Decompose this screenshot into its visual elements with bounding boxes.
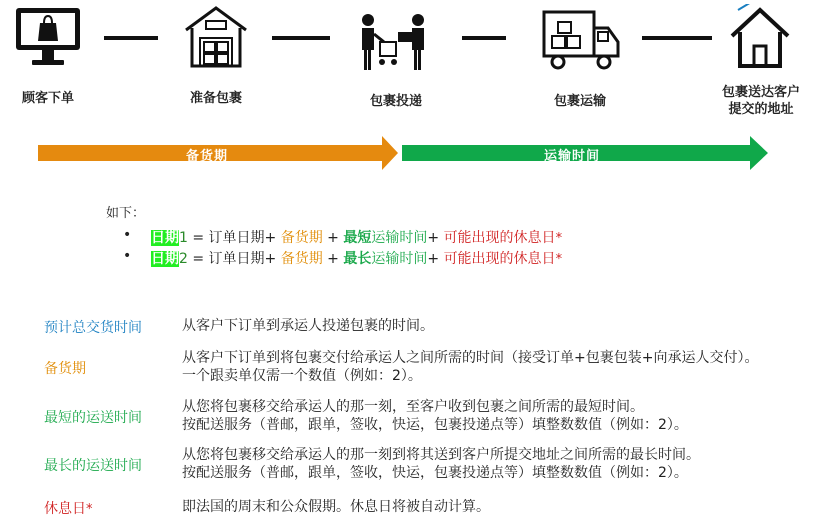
def-prep-text: [182, 349, 758, 385]
package-handover-icon: [352, 12, 434, 72]
formula-2-prep: 备货期: [280, 251, 323, 267]
formula-1-bold: 最短: [343, 230, 372, 246]
step-delivered-label: [706, 84, 816, 118]
step-delivered-label-line1: 包裹送达客户: [721, 85, 800, 100]
step-handover: [352, 12, 434, 72]
formula-2-bullet: •: [123, 248, 132, 264]
formula-1-term: 日期: [151, 230, 179, 246]
def-holiday-term: [44, 498, 93, 518]
def-min-transit-text: [182, 398, 688, 434]
def-holiday-text: [182, 498, 490, 516]
prep-time-label: 备货期: [186, 149, 229, 164]
def-total-time-term: 预计总交货时间: [44, 320, 142, 336]
def-prep-line2: 一个跟卖单仅需一个数值（例如：2）。: [182, 368, 422, 384]
intro-text: 如下：: [106, 206, 146, 221]
formula-1-bullet: •: [123, 227, 132, 243]
formula-2-holiday: 可能出现的休息日: [443, 251, 556, 267]
timeline-arrows: [0, 134, 837, 174]
formula-2-plus1: +: [322, 251, 344, 267]
def-max-transit-line1: 从您将包裹移交给承运人的那一刻到将其送到客户所提交地址之间所需的最长时间。: [182, 447, 700, 463]
def-max-transit-text: [182, 446, 700, 482]
formula-2-transit: 运输时间: [371, 251, 428, 267]
step-transport-label: 包裹运输: [553, 94, 606, 109]
step-prepare: [182, 4, 250, 70]
formula-1: [151, 227, 562, 247]
def-max-transit-line2: 按配送服务（普邮，跟单，签收，快运，包裹投递点等）填整数数值（例如：2）。: [182, 465, 688, 481]
formula-1-plus2: +: [427, 230, 444, 246]
step-prepare-label: 准备包裹: [189, 91, 242, 106]
def-total-time-line1: 从客户下订单到承运人投递包裹的时间。: [182, 318, 434, 334]
connector-2: [272, 36, 330, 40]
def-total-time-text: [182, 317, 434, 335]
def-holiday-term-star: *: [86, 502, 93, 517]
step-delivered-label-line2: 提交的地址: [728, 102, 794, 117]
formula-2-star: *: [555, 252, 563, 267]
formula-2-index: 2: [179, 251, 188, 267]
def-max-transit-term: 最长的运送时间: [44, 458, 142, 474]
formula-1-plus1: +: [322, 230, 344, 246]
warehouse-icon: [182, 4, 250, 70]
formula-2-bold: 最长: [343, 251, 372, 267]
formula-1-star: *: [555, 231, 563, 246]
step-transport: [540, 8, 622, 72]
def-min-transit-line2: 按配送服务（普邮，跟单，签收，快运，包裹投递点等）填整数数值（例如：2）。: [182, 417, 688, 433]
def-holiday-term-text: 休息日: [44, 501, 86, 517]
step-order: [14, 6, 82, 68]
def-holiday-line1: 即法国的周末和公众假期。休息日将被自动计算。: [182, 499, 490, 515]
formula-2-plus2: +: [427, 251, 444, 267]
formula-1-transit: 运输时间: [371, 230, 428, 246]
formula-1-index: 1: [179, 230, 188, 246]
formula-2-term: 日期: [151, 251, 179, 267]
def-min-transit-line1: 从您将包裹移交给承运人的那一刻，至客户收到包裹之间所需的最短时间。: [182, 399, 644, 415]
step-delivered: [728, 4, 792, 70]
connector-3: [462, 36, 506, 40]
house-icon: [728, 4, 792, 70]
def-prep-term: 备货期: [44, 361, 86, 377]
computer-shopping-bag-icon: [14, 6, 82, 68]
connector-4: [642, 36, 712, 40]
formula-2-eq: = 订单日期+: [187, 251, 281, 267]
formula-1-prep: 备货期: [280, 230, 323, 246]
def-min-transit-term: 最短的运送时间: [44, 410, 142, 426]
step-handover-label: 包裹投递: [369, 94, 422, 109]
def-prep-line1: 从客户下订单到将包裹交付给承运人之间所需的时间（接受订单+包裹包装+向承运人交付）。: [182, 350, 759, 366]
transit-time-label: 运输时间: [544, 149, 601, 164]
formula-2: [151, 248, 562, 268]
formula-1-holiday: 可能出现的休息日: [443, 230, 556, 246]
connector-1: [104, 36, 158, 40]
formula-1-eq: = 订单日期+: [187, 230, 281, 246]
delivery-truck-icon: [540, 8, 622, 72]
step-order-label: 顾客下单: [21, 91, 74, 106]
